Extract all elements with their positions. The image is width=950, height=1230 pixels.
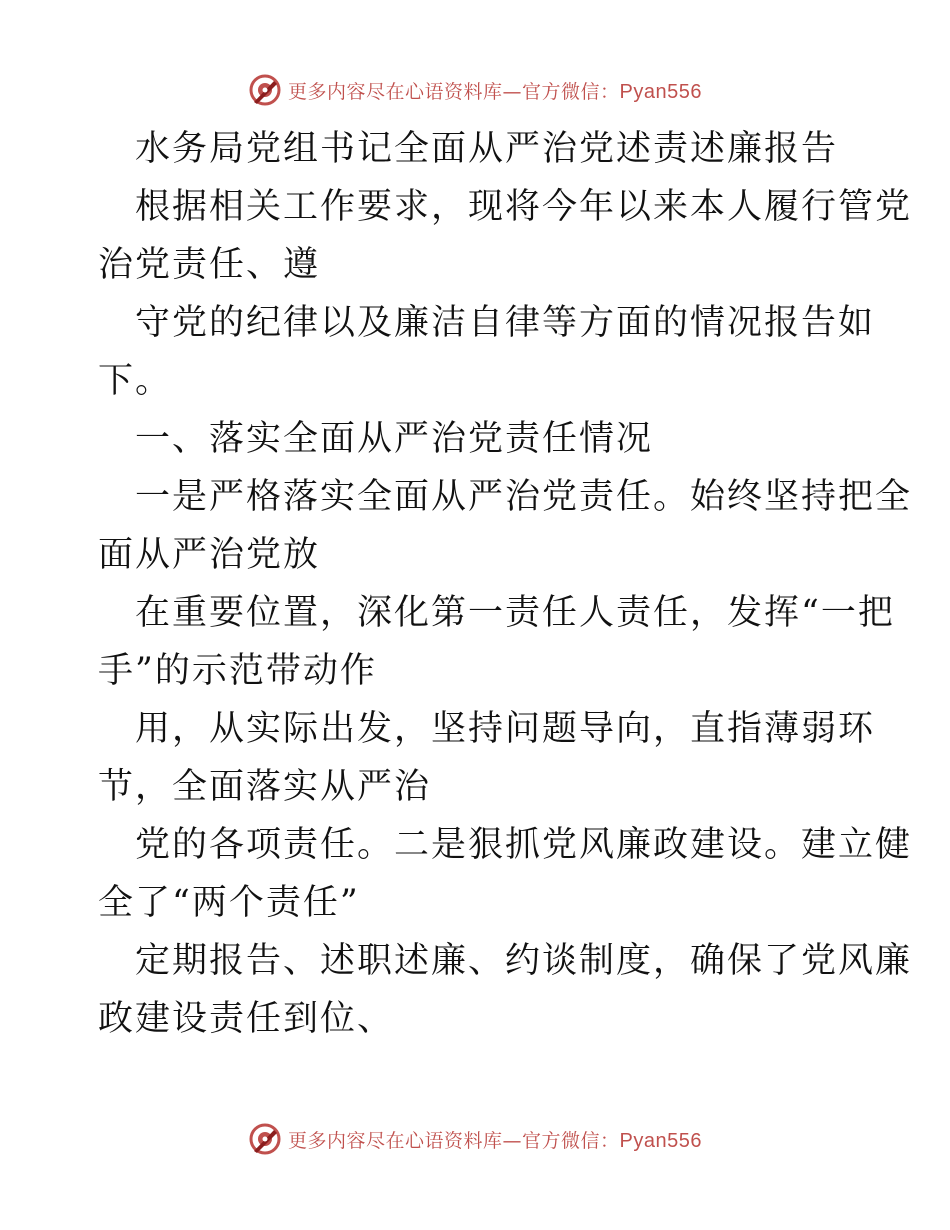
text-line: 面从严治党放 bbox=[98, 535, 321, 575]
watermark-text: 更多内容尽在心语资料库—官方微信：Pyan556 bbox=[288, 80, 702, 103]
red-pen-circle-logo-icon bbox=[248, 1122, 282, 1156]
watermark-footer bbox=[0, 1119, 950, 1159]
text-line: 节，全面落实从严治 bbox=[98, 767, 432, 807]
text-line: 治党责任、遵 bbox=[98, 245, 321, 285]
document-body bbox=[98, 120, 913, 1048]
text-line: 定期报告、述职述廉、约谈制度，确保了党风廉 bbox=[135, 941, 913, 981]
text-line: 全了“两个责任” bbox=[98, 883, 360, 923]
text-line: 手”的示范带动作 bbox=[98, 651, 377, 691]
document-title: 水务局党组书记全面从严治党述责述廉报告 bbox=[135, 129, 839, 169]
text-line: 一是严格落实全面从严治党责任。始终坚持把全 bbox=[135, 477, 913, 517]
text-line: 在重要位置，深化第一责任人责任，发挥“一把 bbox=[135, 593, 895, 633]
section-heading: 一、落实全面从严治党责任情况 bbox=[135, 419, 654, 459]
text-line: 党的各项责任。二是狠抓党风廉政建设。建立健 bbox=[135, 825, 913, 865]
text-line: 下。 bbox=[98, 361, 173, 401]
watermark-header bbox=[0, 70, 950, 110]
text-line: 用，从实际出发，坚持问题导向，直指薄弱环 bbox=[135, 709, 876, 749]
watermark-text: 更多内容尽在心语资料库—官方微信：Pyan556 bbox=[288, 1129, 702, 1152]
text-line: 守党的纪律以及廉洁自律等方面的情况报告如 bbox=[135, 303, 876, 343]
text-line: 根据相关工作要求，现将今年以来本人履行管党 bbox=[135, 187, 913, 227]
red-pen-circle-logo-icon bbox=[248, 73, 282, 107]
text-line: 政建设责任到位、 bbox=[98, 999, 395, 1039]
